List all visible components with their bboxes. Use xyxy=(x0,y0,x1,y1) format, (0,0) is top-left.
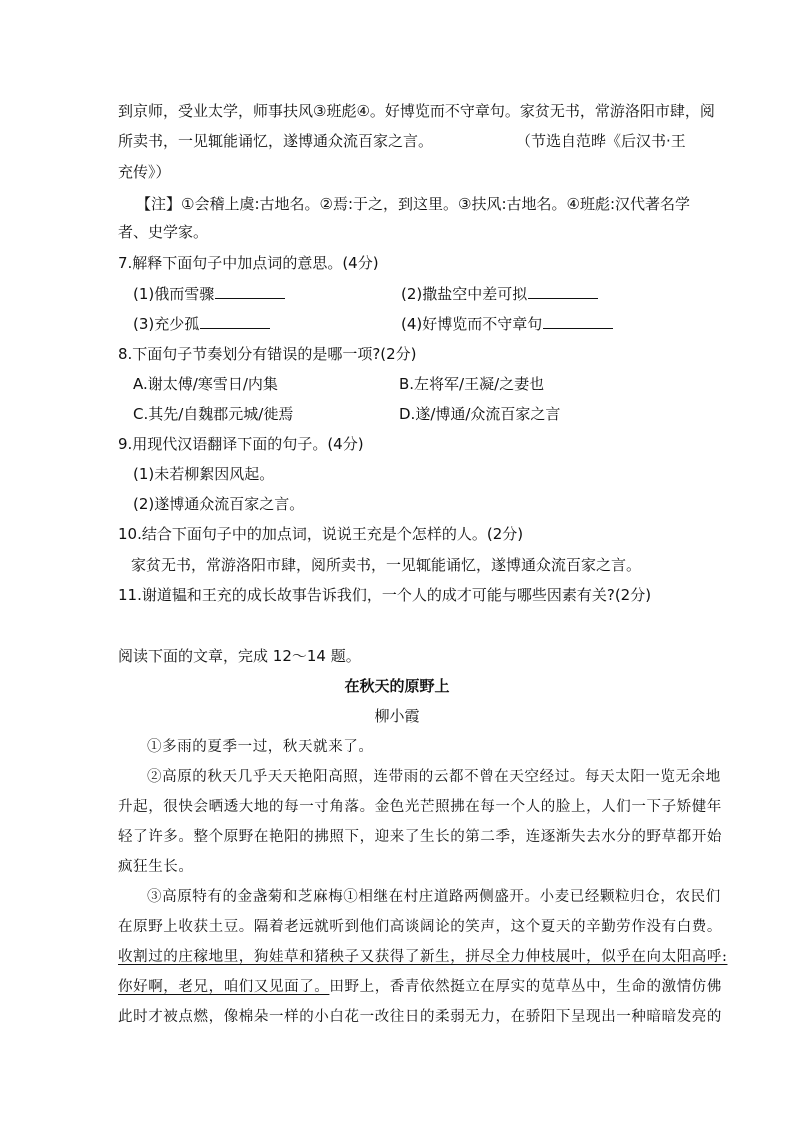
article-paragraph-2-line: ②高原的秋天几乎天天艳阳高照，连带雨的云都不曾在天空经过。每天太阳一览无余地 xyxy=(147,769,721,785)
article-paragraph-3-line: 在原野上收获土豆。隔着老远就听到他们高谈阔论的笑声，这个夏天的辛勤劳作没有白费。 xyxy=(118,919,722,935)
q8-option-b: B.左将军/王凝/之妻也 xyxy=(399,375,545,393)
q8-option-d: D.遂/博通/众流百家之言 xyxy=(399,405,561,423)
article-paragraph-2-line: 升起，很快会晒透大地的每一寸角落。金色光芒照拂在每一个人的脸上，人们一下子矫健年 xyxy=(118,799,722,815)
article-title: 在秋天的原野上 xyxy=(344,677,450,695)
article-paragraph-3-line xyxy=(118,977,722,997)
q8-option-c: C.其先/自魏郡元城/徙焉 xyxy=(133,405,294,423)
passage-text: 所卖书，一见辄能诵忆，遂博通众流百家之言。 xyxy=(118,132,434,150)
question-7-stem: 7.解释下面句子中加点词的意思。(4分) xyxy=(118,254,379,272)
question-10-quote: 家贫无书，常游洛阳市肆，阅所卖书，一见辄能诵忆，遂博通众流百家之言。 xyxy=(131,556,642,574)
question-8-stem: 8.下面句子节奏划分有错误的是哪一项?(2分) xyxy=(118,345,417,363)
notes-line: 者、史学家。 xyxy=(118,223,209,241)
passage-line: 充传》） xyxy=(118,163,171,181)
answer-blank[interactable] xyxy=(200,314,270,329)
q7-item-3: (3)充少孤 xyxy=(133,315,200,333)
article-paragraph-3-line: 此时才被点燃，像棉朵一样的小白花一改往日的柔弱无力，在骄阳下呈现出一种暗暗发亮的 xyxy=(118,1009,722,1025)
answer-blank[interactable] xyxy=(215,284,285,299)
question-8-row-2 xyxy=(133,404,653,424)
article-paragraph-2-line: 疯狂生长。 xyxy=(118,859,194,875)
question-9-sentence-2: (2)遂博通众流百家之言。 xyxy=(133,495,305,513)
article-author: 柳小霞 xyxy=(374,707,420,725)
article-paragraph-2-line: 轻了许多。整个原野在艳阳的拂照下，迎来了生长的第二季，连逐渐失去水分的野草都开始 xyxy=(118,829,722,845)
article-paragraph-1: ①多雨的夏季一过，秋天就来了。 xyxy=(147,739,374,755)
underlined-sentence: 收割过的庄稼地里，狗娃草和猪秧子又获得了新生，拼尽全力伸枝展叶，似乎在向太阳高呼: xyxy=(118,949,728,965)
q7-item-4: (4)好博览而不守章句 xyxy=(401,315,543,333)
question-7-row-1 xyxy=(133,284,653,304)
q8-option-a: A.谢太傅/寒雪日/内集 xyxy=(133,375,278,393)
underlined-sentence: 你好啊，老兄，咱们又见面了。 xyxy=(118,979,330,995)
question-9-sentence-1: (1)未若柳絮因风起。 xyxy=(133,465,275,483)
reading-intro: 阅读下面的文章，完成 12～14 题。 xyxy=(118,647,361,665)
passage-line: 到京师，受业太学，师事扶风③班彪④。好博览而不守章句。家贫无书，常游洛阳市肆，阅 xyxy=(118,102,715,120)
question-9-stem: 9.用现代汉语翻译下面的句子。(4分) xyxy=(118,435,364,453)
source-citation: （节选自范晔《后汉书·王 xyxy=(516,132,686,150)
answer-blank[interactable] xyxy=(528,284,598,299)
question-8-row-1 xyxy=(133,374,653,394)
paragraph-text: 田野上，香青依然挺立在厚实的苋草丛中，生命的激情仿佛 xyxy=(329,979,723,995)
notes-line: 【注】①会稽上虞:古地名。②焉:于之，到这里。③扶风:古地名。④班彪:汉代著名学 xyxy=(136,195,691,213)
q7-item-1: (1)俄而雪骤 xyxy=(133,285,215,303)
article-paragraph-3-line: ③高原特有的金盏菊和芝麻梅①相继在村庄道路两侧盛开。小麦已经颗粒归仓，农民们 xyxy=(147,889,721,905)
question-11-stem: 11.谢道韫和王充的成长故事告诉我们，一个人的成才可能与哪些因素有关?(2分) xyxy=(118,586,652,604)
q7-item-2: (2)撒盐空中差可拟 xyxy=(401,285,528,303)
question-10-stem: 10.结合下面句子中的加点词，说说王充是个怎样的人。(2分) xyxy=(118,525,524,543)
passage-line xyxy=(118,131,686,151)
question-7-row-2 xyxy=(133,314,653,334)
answer-blank[interactable] xyxy=(543,314,613,329)
